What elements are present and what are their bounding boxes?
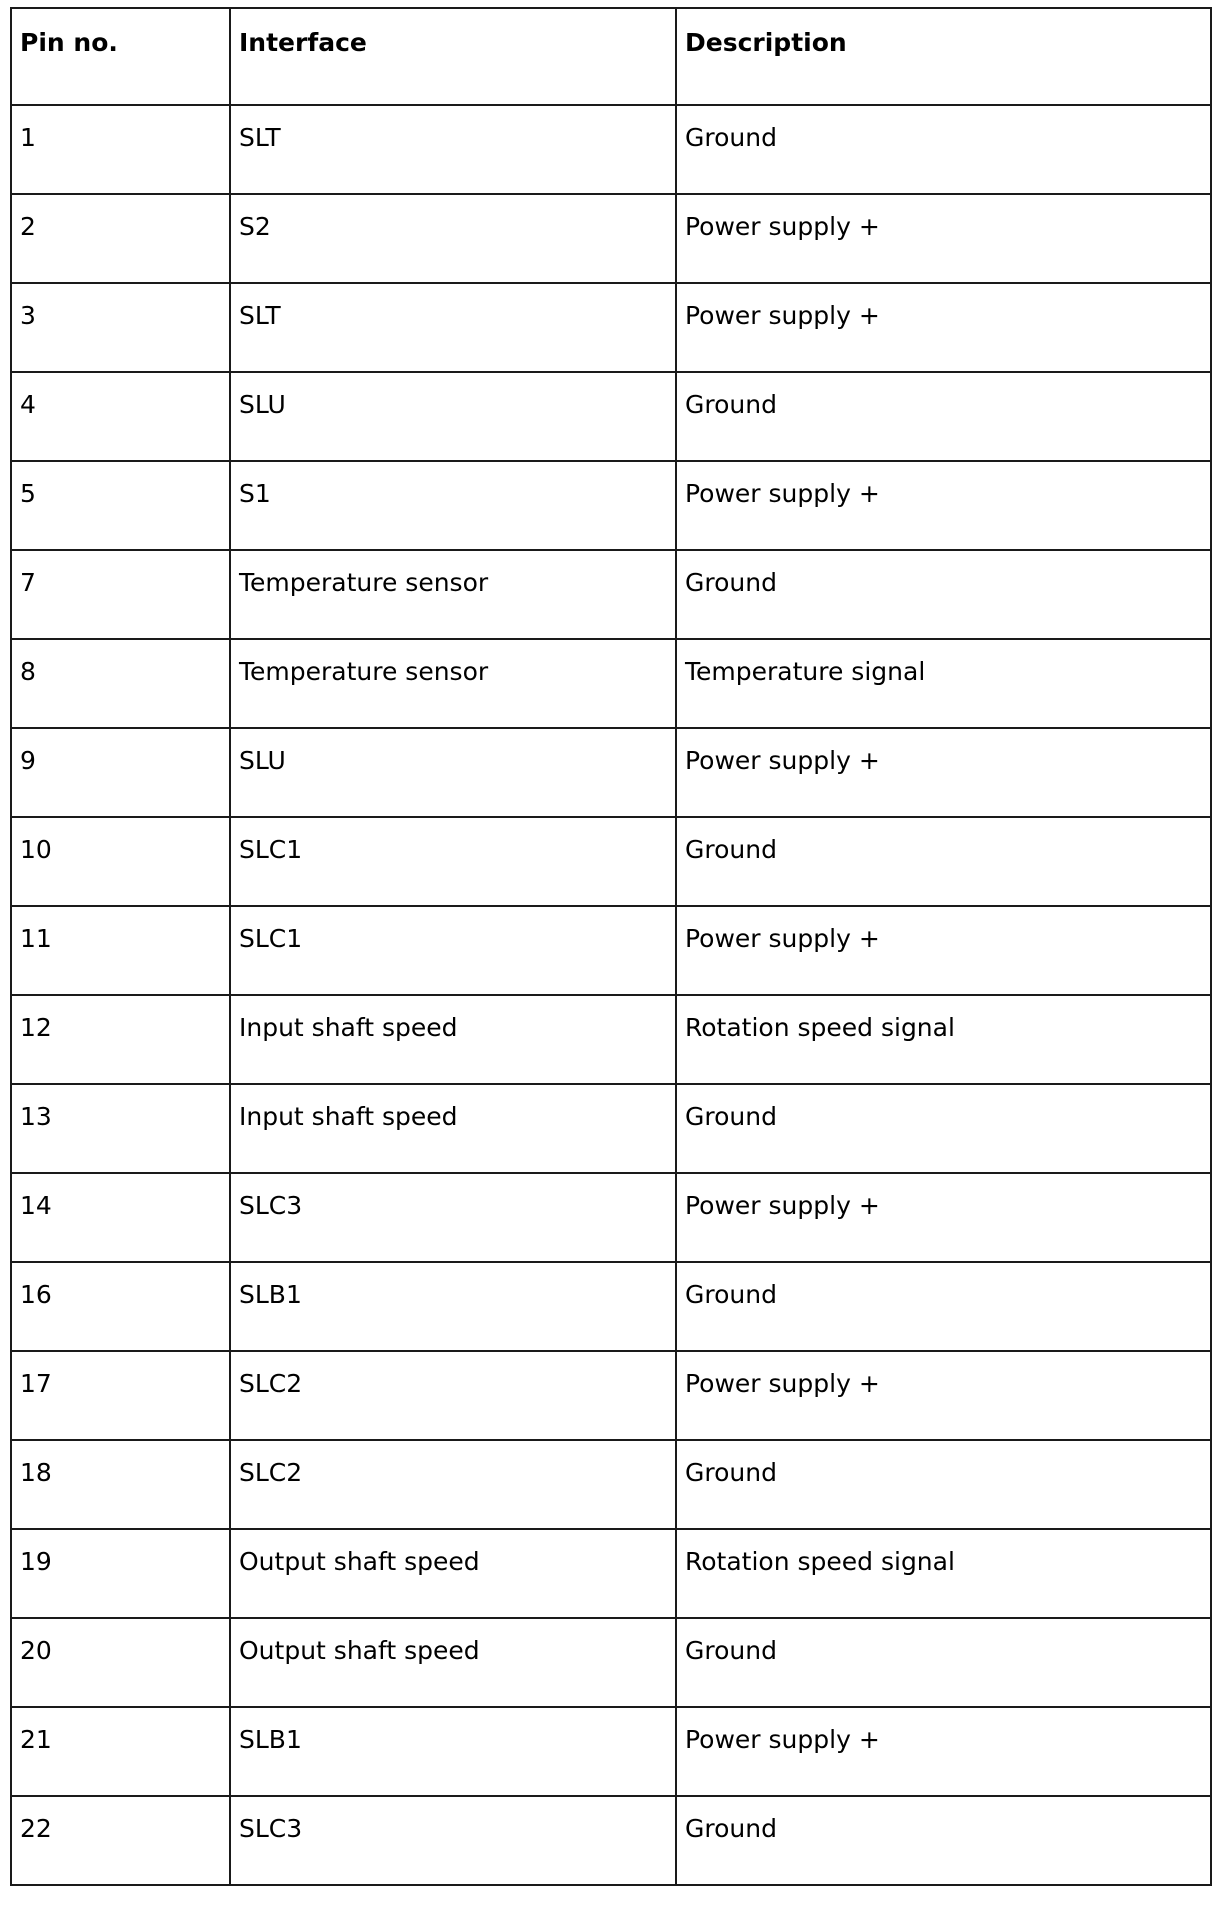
interface-cell: SLB1 <box>230 1707 676 1796</box>
interface-cell: SLU <box>230 372 676 461</box>
description-cell: Ground <box>676 105 1211 194</box>
header-interface: Interface <box>230 8 676 105</box>
table-row <box>11 550 1211 639</box>
description-cell: Power supply + <box>676 283 1211 372</box>
pin-number-cell: 10 <box>11 817 230 906</box>
pin-number-cell: 3 <box>11 283 230 372</box>
description-cell: Ground <box>676 817 1211 906</box>
table-row <box>11 1351 1211 1440</box>
interface-cell: SLC2 <box>230 1440 676 1529</box>
description-cell: Ground <box>676 1262 1211 1351</box>
table-row <box>11 283 1211 372</box>
table-row <box>11 1707 1211 1796</box>
interface-cell: SLC3 <box>230 1173 676 1262</box>
pin-number-cell: 12 <box>11 995 230 1084</box>
description-cell: Temperature signal <box>676 639 1211 728</box>
table-header <box>11 8 1211 105</box>
table-row <box>11 906 1211 995</box>
table-row <box>11 1173 1211 1262</box>
pin-number-cell: 4 <box>11 372 230 461</box>
table-row <box>11 639 1211 728</box>
pin-number-cell: 2 <box>11 194 230 283</box>
interface-cell: Input shaft speed <box>230 995 676 1084</box>
pin-number-cell: 9 <box>11 728 230 817</box>
table-row <box>11 728 1211 817</box>
pin-number-cell: 19 <box>11 1529 230 1618</box>
description-cell: Rotation speed signal <box>676 1529 1211 1618</box>
interface-cell: SLT <box>230 105 676 194</box>
pin-number-cell: 21 <box>11 1707 230 1796</box>
pin-number-cell: 1 <box>11 105 230 194</box>
table-row <box>11 1262 1211 1351</box>
description-cell: Ground <box>676 1618 1211 1707</box>
description-cell: Power supply + <box>676 906 1211 995</box>
description-cell: Power supply + <box>676 1173 1211 1262</box>
table-row <box>11 105 1211 194</box>
header-row <box>11 8 1211 105</box>
table-row <box>11 461 1211 550</box>
interface-cell: Output shaft speed <box>230 1618 676 1707</box>
pin-number-cell: 8 <box>11 639 230 728</box>
interface-cell: Temperature sensor <box>230 639 676 728</box>
pin-number-cell: 20 <box>11 1618 230 1707</box>
table-row <box>11 817 1211 906</box>
interface-cell: SLU <box>230 728 676 817</box>
interface-cell: Temperature sensor <box>230 550 676 639</box>
pin-number-cell: 13 <box>11 1084 230 1173</box>
description-cell: Power supply + <box>676 1707 1211 1796</box>
pin-number-cell: 11 <box>11 906 230 995</box>
interface-cell: SLC2 <box>230 1351 676 1440</box>
interface-cell: SLC1 <box>230 817 676 906</box>
interface-cell: S2 <box>230 194 676 283</box>
interface-cell: SLB1 <box>230 1262 676 1351</box>
table-body <box>11 105 1211 1885</box>
pin-number-cell: 22 <box>11 1796 230 1885</box>
interface-cell: SLC1 <box>230 906 676 995</box>
interface-cell: SLC3 <box>230 1796 676 1885</box>
pin-assignment-table <box>10 7 1212 1886</box>
header-pin-no: Pin no. <box>11 8 230 105</box>
pin-number-cell: 16 <box>11 1262 230 1351</box>
pin-number-cell: 17 <box>11 1351 230 1440</box>
pin-number-cell: 14 <box>11 1173 230 1262</box>
table-row <box>11 1618 1211 1707</box>
description-cell: Power supply + <box>676 461 1211 550</box>
description-cell: Power supply + <box>676 728 1211 817</box>
description-cell: Power supply + <box>676 1351 1211 1440</box>
table-row <box>11 194 1211 283</box>
table-row <box>11 1796 1211 1885</box>
interface-cell: Input shaft speed <box>230 1084 676 1173</box>
description-cell: Ground <box>676 1440 1211 1529</box>
description-cell: Ground <box>676 1796 1211 1885</box>
table-row <box>11 372 1211 461</box>
table-row <box>11 1440 1211 1529</box>
interface-cell: Output shaft speed <box>230 1529 676 1618</box>
pin-number-cell: 18 <box>11 1440 230 1529</box>
pin-number-cell: 7 <box>11 550 230 639</box>
description-cell: Ground <box>676 372 1211 461</box>
interface-cell: S1 <box>230 461 676 550</box>
interface-cell: SLT <box>230 283 676 372</box>
header-description: Description <box>676 8 1211 105</box>
description-cell: Rotation speed signal <box>676 995 1211 1084</box>
description-cell: Ground <box>676 550 1211 639</box>
pin-number-cell: 5 <box>11 461 230 550</box>
table-row <box>11 1529 1211 1618</box>
description-cell: Power supply + <box>676 194 1211 283</box>
description-cell: Ground <box>676 1084 1211 1173</box>
table-row <box>11 1084 1211 1173</box>
table-row <box>11 995 1211 1084</box>
